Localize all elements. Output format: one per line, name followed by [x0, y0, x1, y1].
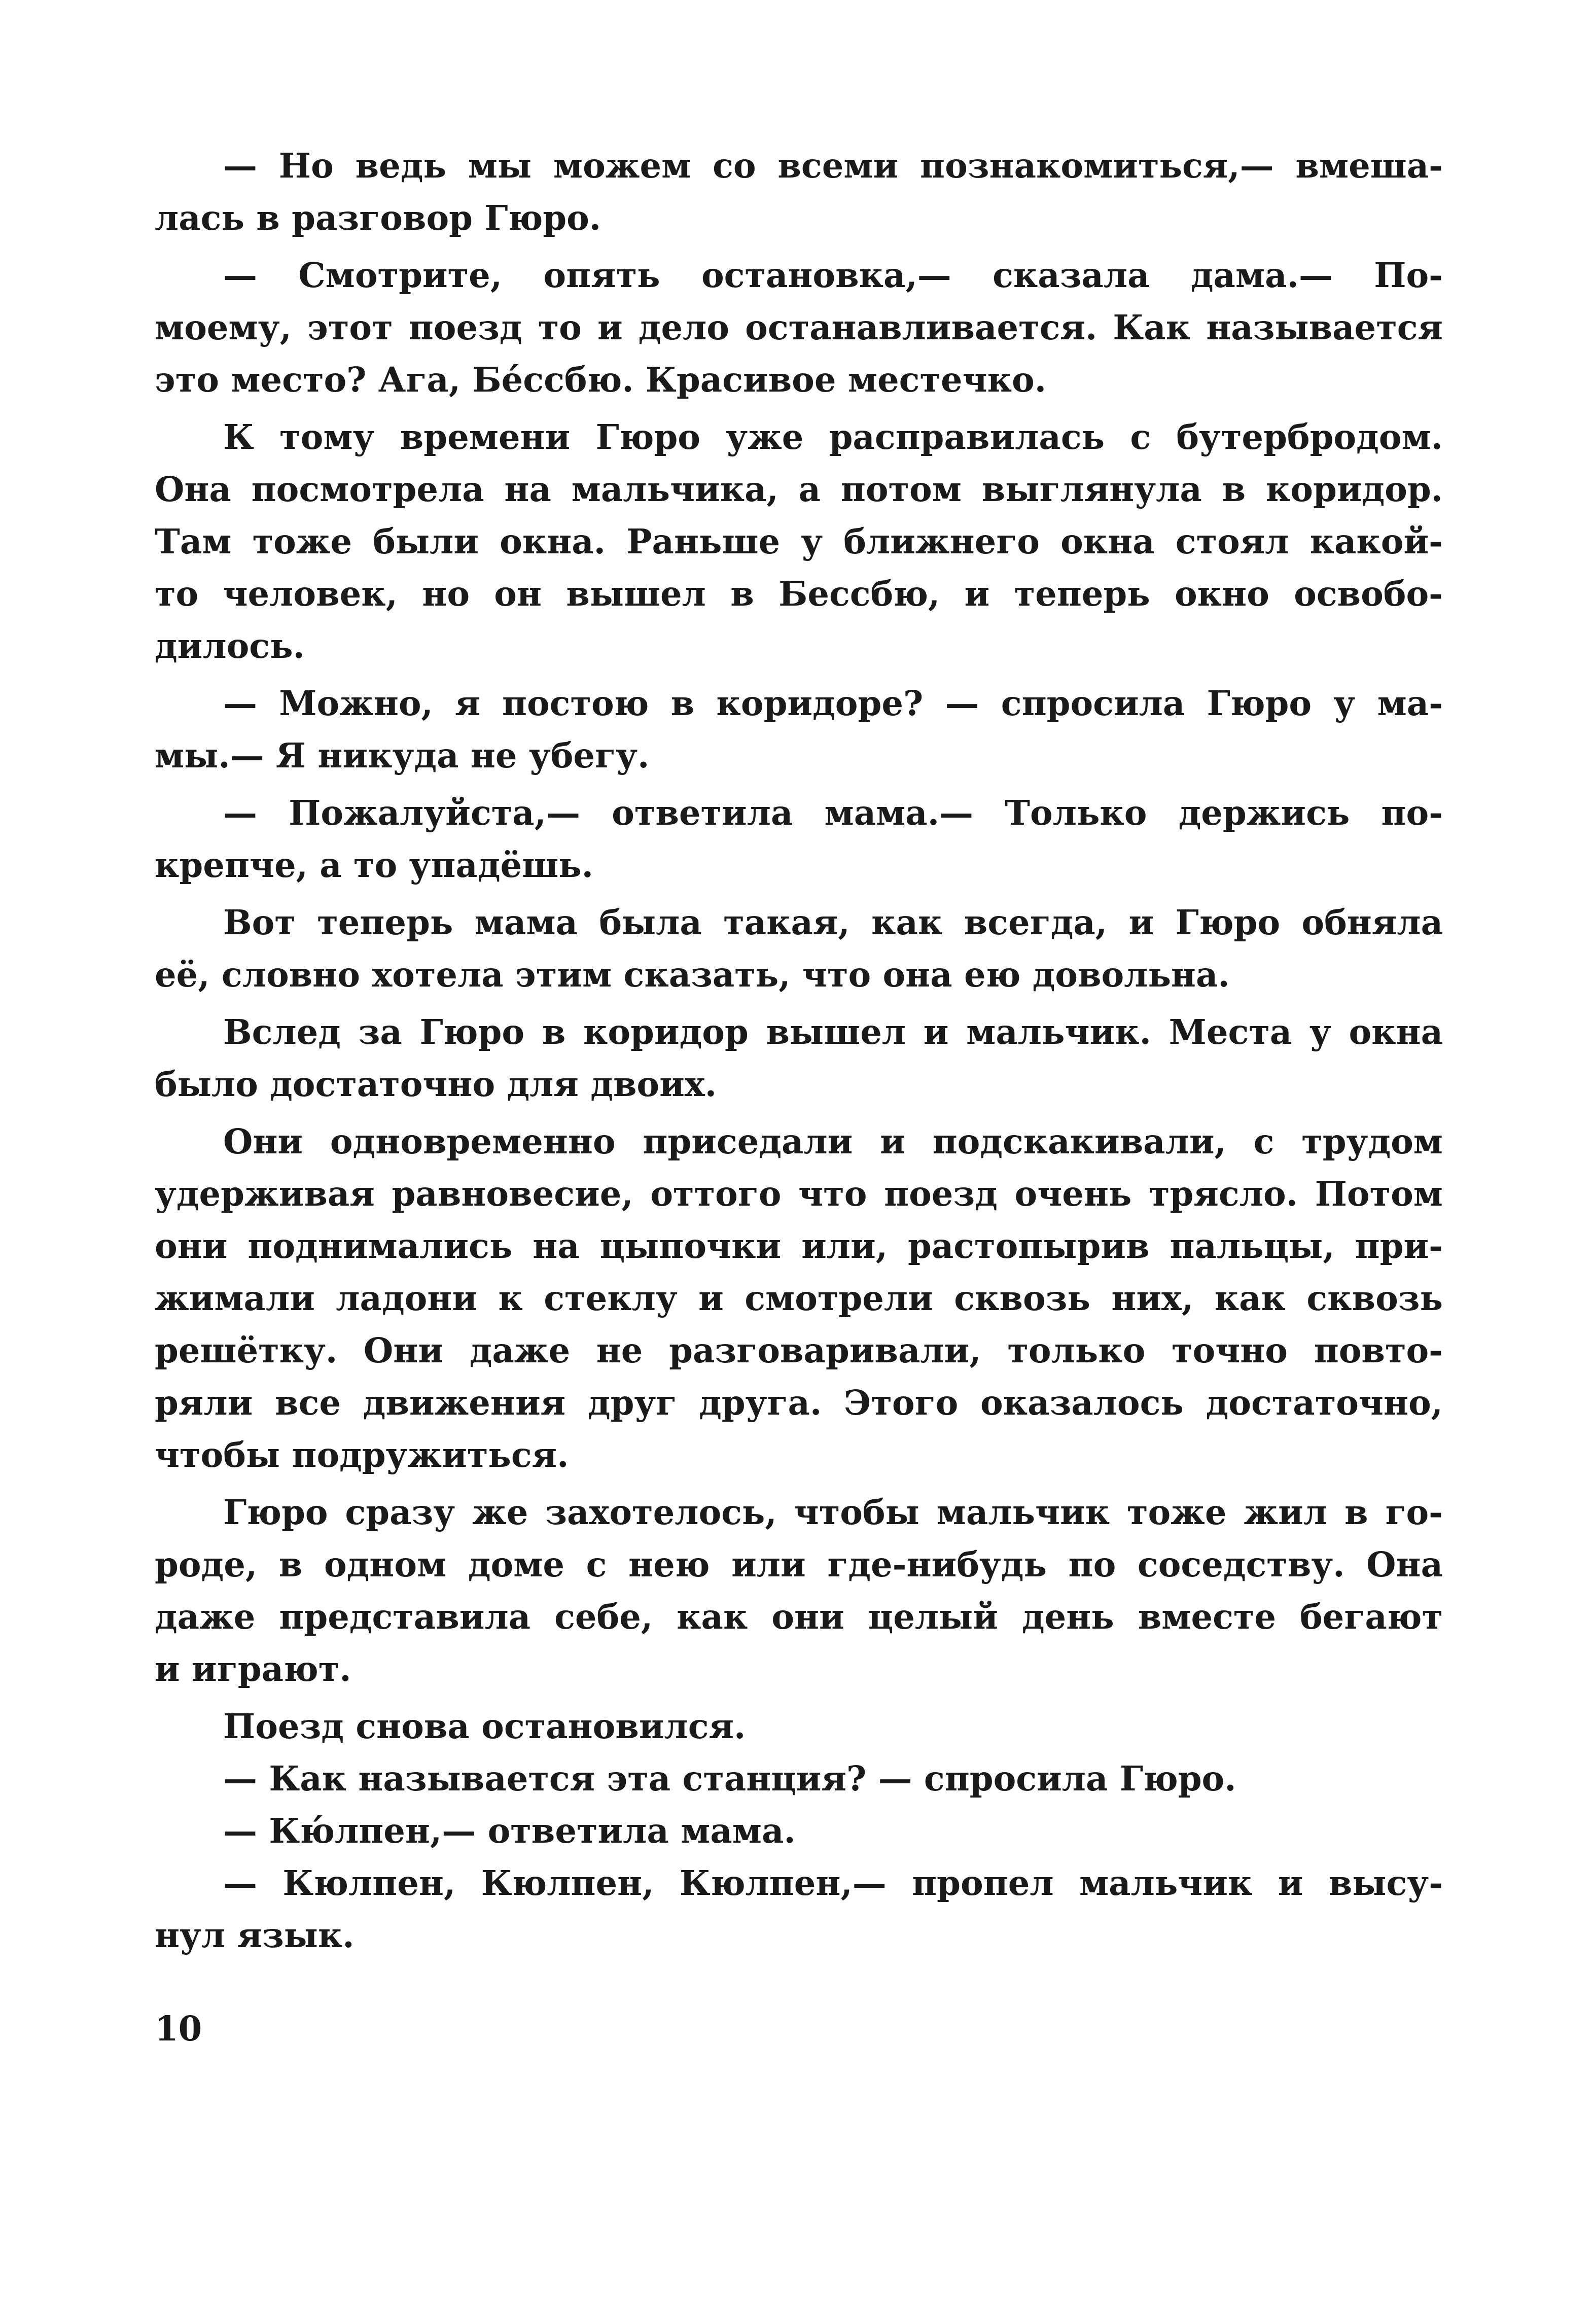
- text-line: удерживая равновесие, оттого что поезд очень трясло. Потом: [155, 1174, 1443, 1214]
- text-line: — Можно, я постою в коридоре? — спросила Гюро у ма-: [223, 683, 1443, 723]
- text-line: ряли все движения друг друга. Этого оказалось достаточно,: [155, 1383, 1443, 1423]
- text-line: то человек, но он вышел в Бессбю, и теперь окно освобо-: [155, 574, 1443, 614]
- text-line: чтобы подружиться.: [155, 1435, 569, 1475]
- text-line: крепче, а то упадёшь.: [155, 845, 593, 885]
- text-line: они поднимались на цыпочки или, растопырив пальцы, при-: [155, 1226, 1443, 1266]
- text-line: решётку. Они даже не разговаривали, только точно повто-: [155, 1330, 1443, 1370]
- text-line: Поезд снова остановился.: [223, 1706, 746, 1746]
- text-line: её, словно хотела этим сказать, что она ею довольна.: [155, 955, 1230, 995]
- text-line: Они одновременно приседали и подскакивали, с трудом: [223, 1121, 1443, 1161]
- text-line: — Кю́лпен,— ответила мама.: [223, 1811, 796, 1851]
- text-line: Вот теперь мама была такая, как всегда, и Гюро обняла: [223, 902, 1443, 942]
- text-line: — Пожалуйста,— ответила мама.— Только держись по-: [223, 793, 1443, 833]
- text-line: роде, в одном доме с нею или где-нибудь по соседству. Она: [155, 1544, 1443, 1584]
- text-line: Гюро сразу же захотелось, чтобы мальчик тоже жил в го-: [223, 1492, 1443, 1532]
- text-line: лась в разговор Гюро.: [155, 198, 601, 238]
- text-line: — Но ведь мы можем со всеми познакомиться,— вмеша-: [223, 146, 1443, 186]
- text-line: Вслед за Гюро в коридор вышел и мальчик. Места у окна: [223, 1012, 1443, 1052]
- text-line: Она посмотрела на мальчика, а потом выглянула в коридор.: [155, 469, 1443, 509]
- text-line: — Как называется эта станция? — спросила Гюро.: [223, 1758, 1236, 1799]
- text-line: это место? Ага, Бéссбю. Красивое местечко.: [155, 360, 1047, 400]
- text-line: моему, этот поезд то и дело останавливается. Как называется: [155, 307, 1443, 347]
- text-line: жимали ладони к стеклу и смотрели сквозь них, как сквозь: [155, 1278, 1443, 1318]
- text-line: дилось.: [155, 626, 305, 666]
- text-line: — Кюлпен, Кюлпен, Кюлпен,— пропел мальчик и высу-: [223, 1863, 1443, 1903]
- text-line: мы.— Я никуда не убегу.: [155, 735, 650, 776]
- text-line: даже представила себе, как они целый день вместе бегают: [155, 1597, 1443, 1637]
- text-line: — Смотрите, опять остановка,— сказала дама.— По-: [223, 255, 1443, 295]
- text-line: и играют.: [155, 1649, 351, 1689]
- body-text: [155, 139, 1443, 1961]
- text-line: Там тоже были окна. Раньше у ближнего окна стоял какой-: [155, 521, 1443, 561]
- page-number: 10: [155, 2009, 202, 2049]
- text-line: было достаточно для двоих.: [155, 1064, 717, 1104]
- text-line: нул язык.: [155, 1915, 355, 1955]
- text-line: К тому времени Гюро уже расправилась с бутербродом.: [223, 417, 1443, 457]
